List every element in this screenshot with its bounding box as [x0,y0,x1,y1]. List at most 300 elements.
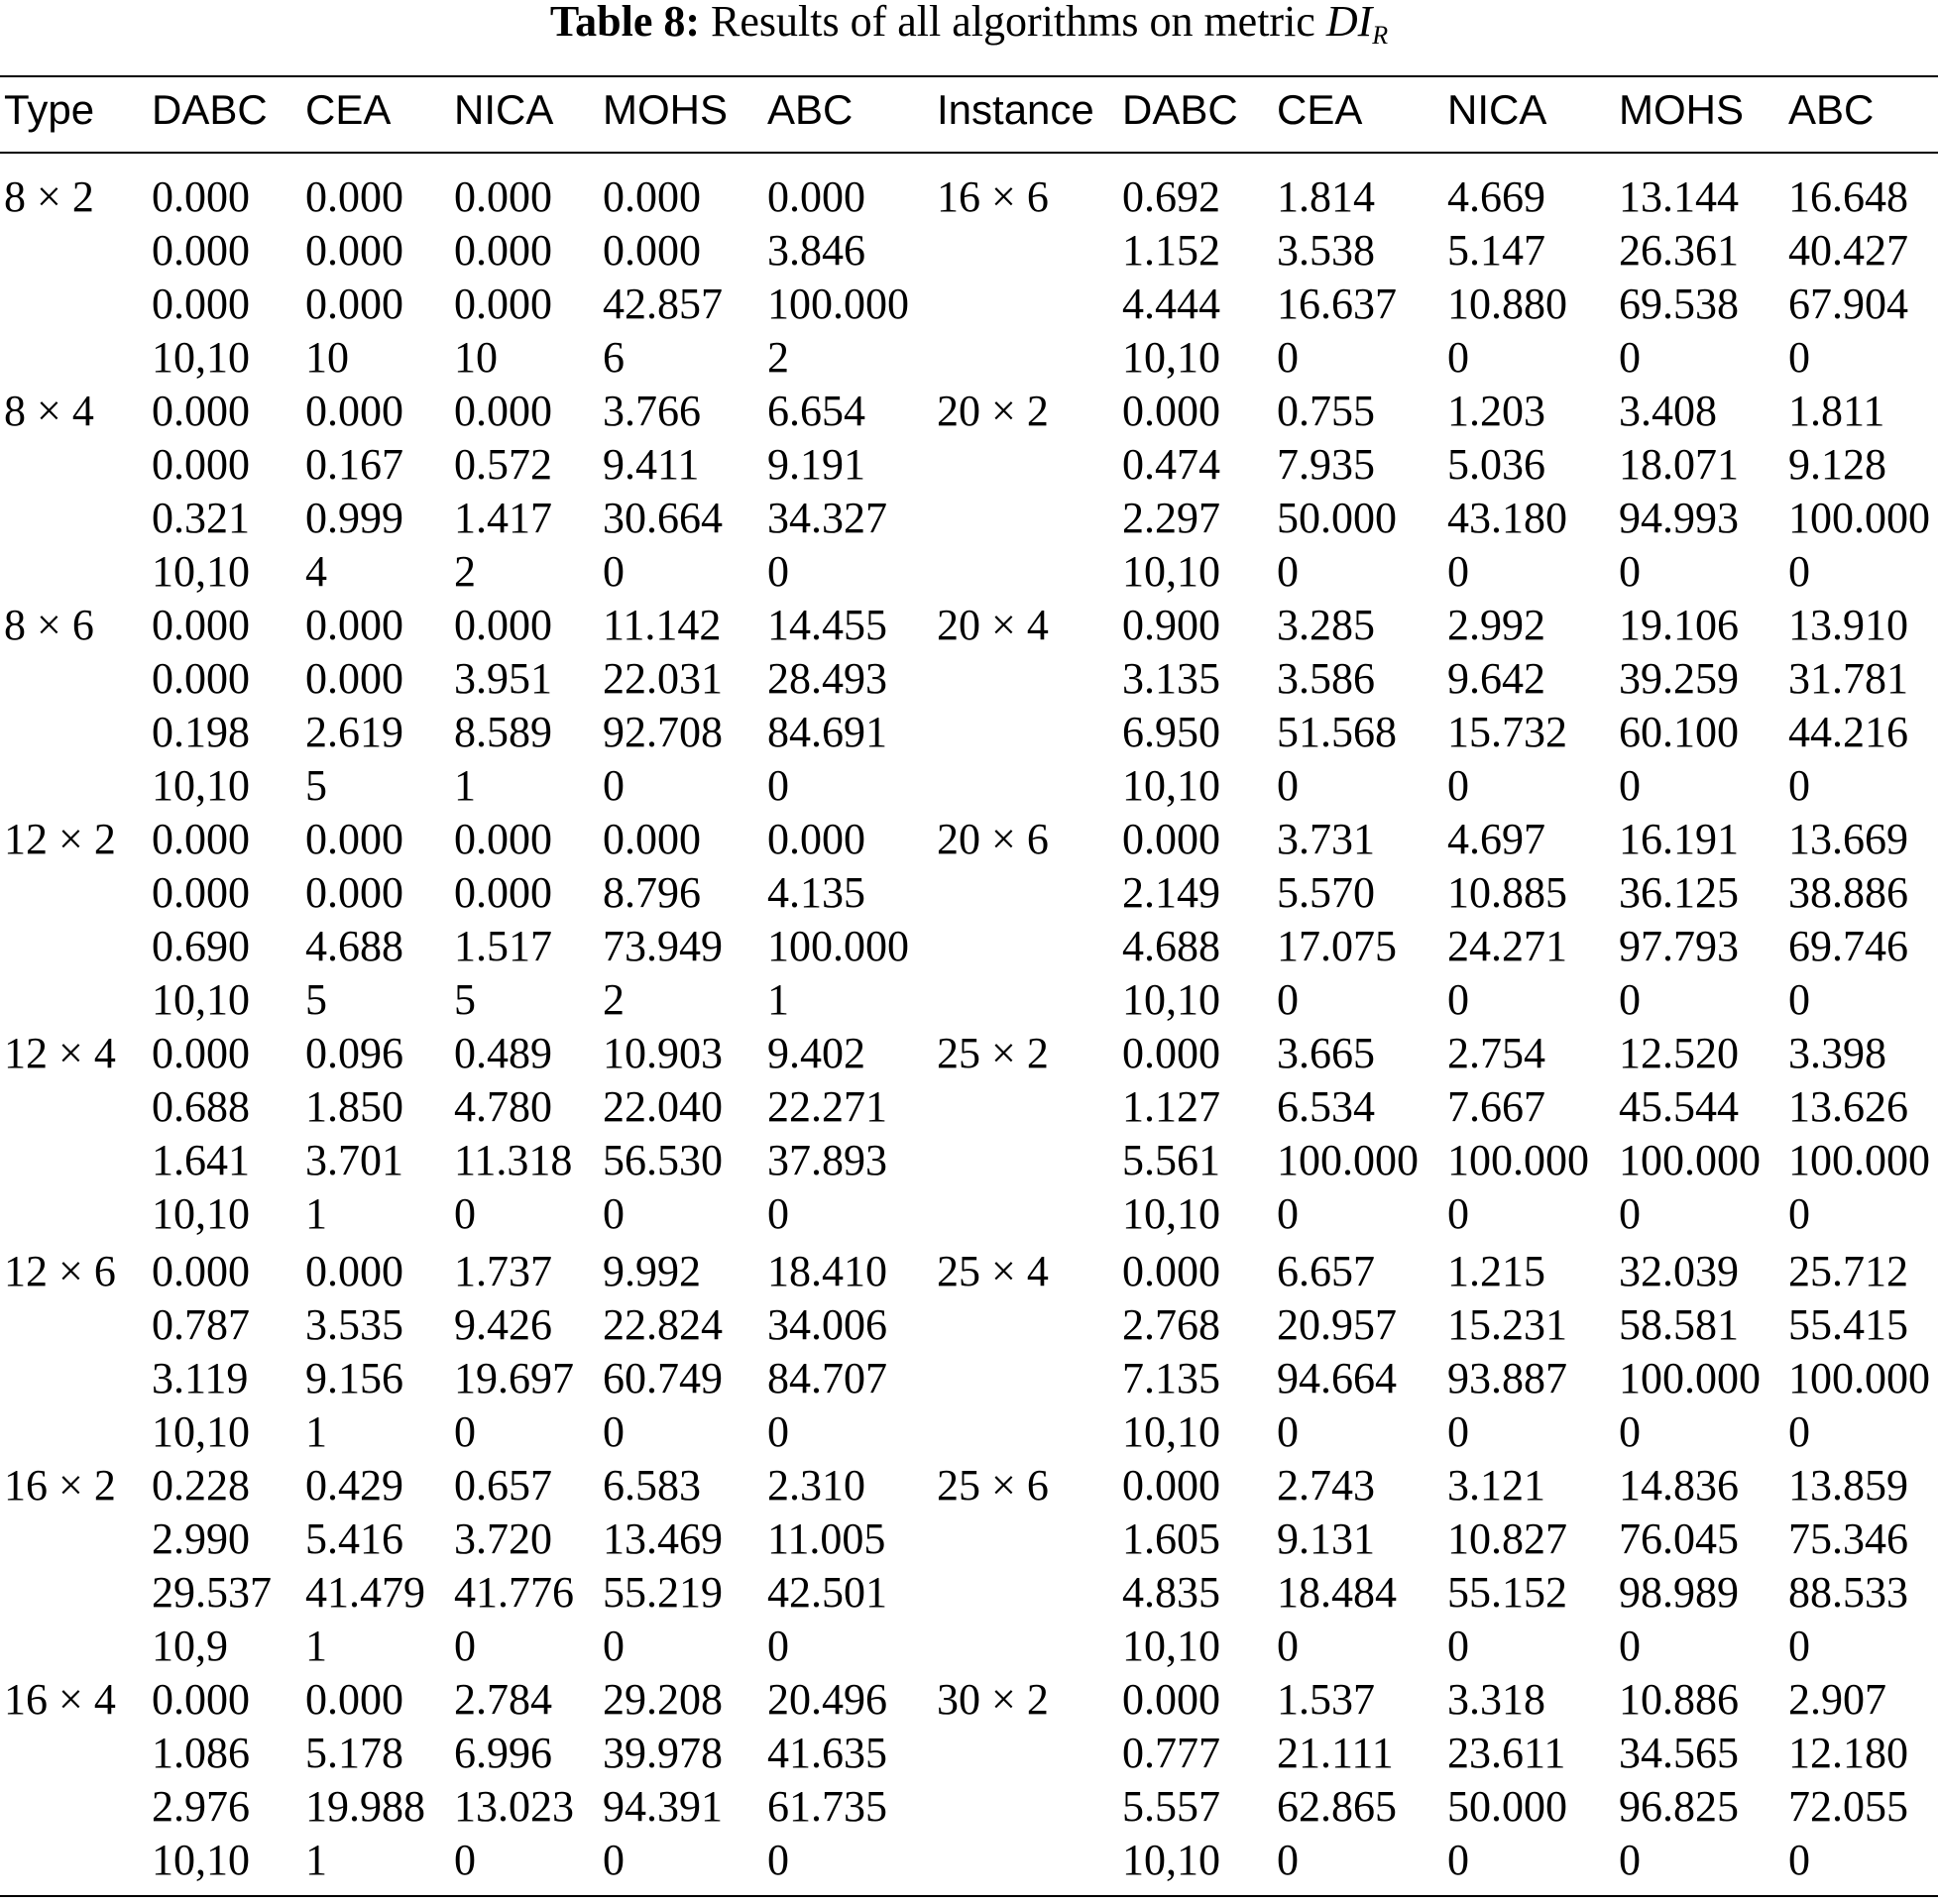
table-cell: 9.156 [305,1354,403,1402]
table-cell: 43.180 [1447,494,1567,542]
table-cell: 18.484 [1277,1568,1397,1617]
table-cell: 3.586 [1277,654,1375,703]
table-cell: 2.992 [1447,601,1545,649]
bottom-rule [0,1895,1938,1897]
table-cell: 96.825 [1619,1782,1739,1831]
type-label: 8 × 6 [4,601,94,649]
table-cell: 3.535 [305,1300,403,1349]
table-cell: 10 [305,333,349,382]
table-cell: 10,10 [1122,761,1220,810]
table-cell: 4.669 [1447,172,1545,221]
table-cell: 1.086 [152,1729,250,1777]
table-cell: 0 [767,1407,789,1456]
table-cell: 0 [1277,1836,1299,1884]
table-cell: 41.635 [767,1729,887,1777]
table-cell: 51.568 [1277,708,1397,756]
table-cell: 0 [1277,547,1299,596]
table-cell: 62.865 [1277,1782,1397,1831]
type-label: 16 × 2 [4,1461,116,1510]
table-cell: 92.708 [603,708,723,756]
table-cell: 0 [1447,975,1469,1024]
table-cell: 3.665 [1277,1029,1375,1077]
header-rule [0,152,1938,154]
column-header: CEA [305,86,392,133]
table-cell: 10.886 [1619,1675,1739,1724]
table-cell: 24.271 [1447,922,1567,970]
table-cell: 2.743 [1277,1461,1375,1510]
table-cell: 0.000 [603,815,701,863]
table-cell: 0 [767,761,789,810]
table-cell: 1 [305,1189,327,1238]
table-cell: 3.766 [603,387,701,435]
table-cell: 0 [767,547,789,596]
table-cell: 0.688 [152,1082,250,1131]
table-cell: 0 [1447,1836,1469,1884]
table-cell: 13.669 [1788,815,1908,863]
table-cell: 5.570 [1277,868,1375,917]
table-cell: 3.408 [1619,387,1717,435]
table-cell: 0.474 [1122,440,1220,489]
table-cell: 0.000 [305,280,403,328]
table-cell: 42.857 [603,280,723,328]
table-cell: 0.000 [454,868,552,917]
table-cell: 0 [454,1836,476,1884]
table-cell: 0.167 [305,440,403,489]
table-cell: 16.648 [1788,172,1908,221]
table-cell: 1 [767,975,789,1024]
table-cell: 100.000 [1788,494,1930,542]
type-label: 8 × 2 [4,172,94,221]
table-cell: 7.935 [1277,440,1375,489]
column-header: MOHS [1619,86,1744,133]
table-cell: 1.641 [152,1136,250,1184]
table-cell: 1.605 [1122,1514,1220,1563]
table-cell: 100.000 [1788,1136,1930,1184]
table-cell: 0 [1788,547,1810,596]
table-cell: 0.690 [152,922,250,970]
table-cell: 3.119 [152,1354,249,1402]
table-cell: 4.444 [1122,280,1220,328]
table-cell: 36.125 [1619,868,1739,917]
table-cell: 10,10 [152,547,250,596]
table-cell: 41.479 [305,1568,425,1617]
table-cell: 22.040 [603,1082,723,1131]
caption-metric-main: DI [1325,0,1373,46]
table-cell: 0.900 [1122,601,1220,649]
table-cell: 10,10 [152,1407,250,1456]
table-cell: 0.000 [305,1675,403,1724]
caption-metric-sub: R [1372,21,1389,50]
table-cell: 93.887 [1447,1354,1567,1402]
table-cell: 2.768 [1122,1300,1220,1349]
caption-label: Table 8: [549,0,701,46]
table-cell: 16.191 [1619,815,1739,863]
table-cell: 0 [1447,1189,1469,1238]
table-cell: 0.198 [152,708,250,756]
table-cell: 0 [603,547,625,596]
table-cell: 3.135 [1122,654,1220,703]
table-cell: 0.000 [603,226,701,275]
top-rule [0,75,1938,77]
table-cell: 10.880 [1447,280,1567,328]
table-cell: 0.228 [152,1461,250,1510]
table-cell: 6.996 [454,1729,552,1777]
table-cell: 0.000 [305,172,403,221]
table-cell: 50.000 [1277,494,1397,542]
table-cell: 0 [1619,333,1641,382]
table-cell: 21.111 [1277,1729,1394,1777]
instance-label: 16 × 6 [937,172,1049,221]
table-cell: 0.000 [305,815,403,863]
table-cell: 0.000 [1122,815,1220,863]
table-cell: 0.429 [305,1461,403,1510]
table-cell: 100.000 [1619,1136,1761,1184]
table-cell: 69.538 [1619,280,1739,328]
table-cell: 8.589 [454,708,552,756]
table-cell: 9.131 [1277,1514,1375,1563]
table-cell: 20.496 [767,1675,887,1724]
table-cell: 88.533 [1788,1568,1908,1617]
table-cell: 10,10 [152,1836,250,1884]
table-cell: 0.000 [1122,1029,1220,1077]
table-cell: 0.000 [152,654,250,703]
table-cell: 13.469 [603,1514,723,1563]
table-cell: 0 [1447,1622,1469,1670]
table-cell: 0 [1447,761,1469,810]
table-cell: 0.000 [152,280,250,328]
table-cell: 37.893 [767,1136,887,1184]
table-cell: 100.000 [1277,1136,1419,1184]
table-cell: 10,9 [152,1622,228,1670]
table-cell: 0 [1788,1622,1810,1670]
table-cell: 25.712 [1788,1247,1908,1295]
table-cell: 0 [1447,1407,1469,1456]
table-cell: 6.534 [1277,1082,1375,1131]
column-header: DABC [1122,86,1238,133]
table-cell: 0 [1788,975,1810,1024]
table-cell: 16.637 [1277,280,1397,328]
table-cell: 2.976 [152,1782,250,1831]
table-cell: 2.907 [1788,1675,1886,1724]
table-cell: 18.410 [767,1247,887,1295]
type-label: 12 × 2 [4,815,116,863]
table-cell: 0 [603,761,625,810]
table-cell: 0.096 [305,1029,403,1077]
table-cell: 3.951 [454,654,552,703]
table-cell: 5.557 [1122,1782,1220,1831]
table-cell: 0 [1619,547,1641,596]
table-cell: 1 [305,1407,327,1456]
table-cell: 7.667 [1447,1082,1545,1131]
table-cell: 19.988 [305,1782,425,1831]
table-cell: 22.031 [603,654,723,703]
table-cell: 9.992 [603,1247,701,1295]
table-cell: 10,10 [152,975,250,1024]
table-cell: 0.000 [454,815,552,863]
table-cell: 100.000 [1788,1354,1930,1402]
table-cell: 9.191 [767,440,865,489]
table-cell: 2.297 [1122,494,1220,542]
column-header: NICA [1447,86,1547,133]
table-cell: 4.835 [1122,1568,1220,1617]
table-cell: 0 [1619,1622,1641,1670]
table-cell: 19.106 [1619,601,1739,649]
table-cell: 20.957 [1277,1300,1397,1349]
table-cell: 0 [454,1622,476,1670]
table-cell: 0.572 [454,440,552,489]
table-cell: 6.657 [1277,1247,1375,1295]
table-cell: 10 [454,333,498,382]
table-cell: 34.006 [767,1300,887,1349]
table-cell: 8.796 [603,868,701,917]
table-cell: 41.776 [454,1568,574,1617]
table-cell: 0 [1619,975,1641,1024]
table-cell: 97.793 [1619,922,1739,970]
table-cell: 10.885 [1447,868,1567,917]
table-cell: 29.537 [152,1568,272,1617]
table-cell: 15.231 [1447,1300,1567,1349]
table-cell: 4.780 [454,1082,552,1131]
table-cell: 39.978 [603,1729,723,1777]
table-cell: 22.824 [603,1300,723,1349]
table-cell: 0.000 [305,868,403,917]
instance-label: 30 × 2 [937,1675,1049,1724]
table-cell: 10,10 [1122,975,1220,1024]
table-cell: 0 [1277,333,1299,382]
table-cell: 0.000 [1122,1247,1220,1295]
table-cell: 94.664 [1277,1354,1397,1402]
table-cell: 0 [1619,761,1641,810]
table-cell: 0.787 [152,1300,250,1349]
table-cell: 0.000 [305,601,403,649]
table-cell: 0 [1619,1836,1641,1884]
table-cell: 42.501 [767,1568,887,1617]
table-cell: 6.950 [1122,708,1220,756]
table-cell: 55.415 [1788,1300,1908,1349]
table-cell: 5.416 [305,1514,403,1563]
instance-label: 25 × 4 [937,1247,1049,1295]
table-cell: 55.152 [1447,1568,1567,1617]
table-cell: 4 [305,547,327,596]
table-cell: 0.657 [454,1461,552,1510]
column-header: ABC [767,86,854,133]
table-cell: 11.142 [603,601,722,649]
table-cell: 14.836 [1619,1461,1739,1510]
table-cell: 3.398 [1788,1029,1886,1077]
table-cell: 0 [767,1189,789,1238]
table-cell: 0 [767,1622,789,1670]
table-cell: 58.581 [1619,1300,1739,1349]
table-cell: 0 [1277,1622,1299,1670]
table-cell: 0.000 [152,1029,250,1077]
caption-text: Results of all algorithms on metric [711,0,1315,46]
table-cell: 0 [603,1836,625,1884]
table-cell: 2.754 [1447,1029,1545,1077]
table-cell: 0.489 [454,1029,552,1077]
table-cell: 19.697 [454,1354,574,1402]
table-cell: 10,10 [1122,547,1220,596]
table-cell: 34.327 [767,494,887,542]
table-cell: 0 [1619,1189,1641,1238]
table-cell: 0 [1788,1407,1810,1456]
table-cell: 0.777 [1122,1729,1220,1777]
table-cell: 1.850 [305,1082,403,1131]
column-header: MOHS [603,86,728,133]
table-cell: 3.538 [1277,226,1375,275]
table-cell: 61.735 [767,1782,887,1831]
instance-label: 20 × 2 [937,387,1049,435]
instance-label: 25 × 6 [937,1461,1049,1510]
table-cell: 0 [603,1622,625,1670]
table-cell: 0 [1447,333,1469,382]
table-cell: 1.127 [1122,1082,1220,1131]
table-cell: 0 [603,1407,625,1456]
table-cell: 1.203 [1447,387,1545,435]
table-cell: 5 [305,761,327,810]
table-cell: 31.781 [1788,654,1908,703]
column-header: ABC [1788,86,1875,133]
table-cell: 10.903 [603,1029,723,1077]
table-cell: 0 [1788,333,1810,382]
table-cell: 5.178 [305,1729,403,1777]
table-cell: 32.039 [1619,1247,1739,1295]
table-cell: 0.000 [152,1247,250,1295]
table-cell: 44.216 [1788,708,1908,756]
table-cell: 3.701 [305,1136,403,1184]
table-cell: 10,10 [1122,1407,1220,1456]
table-cell: 0 [1277,975,1299,1024]
table-cell: 0 [767,1836,789,1884]
table-cell: 4.135 [767,868,865,917]
table-cell: 29.208 [603,1675,723,1724]
table-cell: 5.147 [1447,226,1545,275]
table-cell: 13.023 [454,1782,574,1831]
table-cell: 0 [1788,761,1810,810]
table-cell: 0 [1788,1189,1810,1238]
table-cell: 98.989 [1619,1568,1739,1617]
table-cell: 2.784 [454,1675,552,1724]
table-cell: 0.000 [152,868,250,917]
table-cell: 1.811 [1788,387,1885,435]
table-cell: 0.321 [152,494,250,542]
table-cell: 10,10 [152,1189,250,1238]
table-cell: 0 [1277,1407,1299,1456]
column-header: Type [4,86,95,133]
table-cell: 10,10 [152,761,250,810]
table-cell: 6 [603,333,625,382]
table-cell: 2.149 [1122,868,1220,917]
table-cell: 60.749 [603,1354,723,1402]
table-cell: 0 [603,1189,625,1238]
table-cell: 0.000 [152,172,250,221]
table-cell: 1 [305,1622,327,1670]
table-cell: 0 [454,1189,476,1238]
table-cell: 0 [1277,761,1299,810]
table-cell: 84.691 [767,708,887,756]
table-cell: 39.259 [1619,654,1739,703]
table-cell: 6.583 [603,1461,701,1510]
table-cell: 10,10 [1122,333,1220,382]
table-cell: 0.000 [152,226,250,275]
type-label: 12 × 4 [4,1029,116,1077]
instance-label: 20 × 4 [937,601,1049,649]
table-cell: 1.417 [454,494,552,542]
table-cell: 3.285 [1277,601,1375,649]
table-cell: 40.427 [1788,226,1908,275]
table-cell: 1.537 [1277,1675,1375,1724]
table-cell: 0.000 [454,601,552,649]
instance-label: 25 × 2 [937,1029,1049,1077]
table-cell: 0.000 [305,387,403,435]
type-label: 12 × 6 [4,1247,116,1295]
table-cell: 0.000 [603,172,701,221]
table-cell: 10,10 [1122,1189,1220,1238]
table-cell: 1.517 [454,922,552,970]
table-cell: 0.000 [152,387,250,435]
table-cell: 2 [454,547,476,596]
table-cell: 5 [305,975,327,1024]
type-label: 16 × 4 [4,1675,116,1724]
table-cell: 10,10 [1122,1622,1220,1670]
table-cell: 18.071 [1619,440,1739,489]
table-cell: 4.688 [1122,922,1220,970]
table-cell: 3.846 [767,226,865,275]
column-header: DABC [152,86,268,133]
table-cell: 100.000 [767,922,909,970]
table-cell: 0.000 [454,172,552,221]
table-cell: 13.144 [1619,172,1739,221]
column-header: Instance [937,86,1094,133]
table-cell: 0.755 [1277,387,1375,435]
table-cell: 0.000 [152,815,250,863]
column-header: NICA [454,86,554,133]
table-cell: 1.215 [1447,1247,1545,1295]
table-cell: 7.135 [1122,1354,1220,1402]
table-cell: 34.565 [1619,1729,1739,1777]
table-cell: 3.121 [1447,1461,1545,1510]
table-cell: 1 [454,761,476,810]
table-cell: 0 [1277,1189,1299,1238]
table-cell: 0.000 [1122,387,1220,435]
table-cell: 10.827 [1447,1514,1567,1563]
table-cell: 38.886 [1788,868,1908,917]
table-cell: 0.000 [767,172,865,221]
table-cell: 0.000 [305,1247,403,1295]
table-cell: 60.100 [1619,708,1739,756]
table-cell: 2.619 [305,708,403,756]
table-cell: 9.128 [1788,440,1886,489]
table-cell: 0 [1447,547,1469,596]
table-cell: 13.859 [1788,1461,1908,1510]
table-cell: 9.402 [767,1029,865,1077]
table-cell: 30.664 [603,494,723,542]
table-cell: 100.000 [1619,1354,1761,1402]
table-cell: 0 [1619,1407,1641,1456]
instance-label: 20 × 6 [937,815,1049,863]
type-label: 8 × 4 [4,387,94,435]
table-cell: 14.455 [767,601,887,649]
table-cell: 0 [454,1407,476,1456]
table-cell: 10,10 [152,333,250,382]
table-cell: 5.561 [1122,1136,1220,1184]
table-cell: 22.271 [767,1082,887,1131]
table-cell: 100.000 [1447,1136,1589,1184]
table-cell: 11.005 [767,1514,886,1563]
table-cell: 0 [1788,1836,1810,1884]
table-cell: 67.904 [1788,280,1908,328]
table-cell: 50.000 [1447,1782,1567,1831]
table-cell: 4.697 [1447,815,1545,863]
